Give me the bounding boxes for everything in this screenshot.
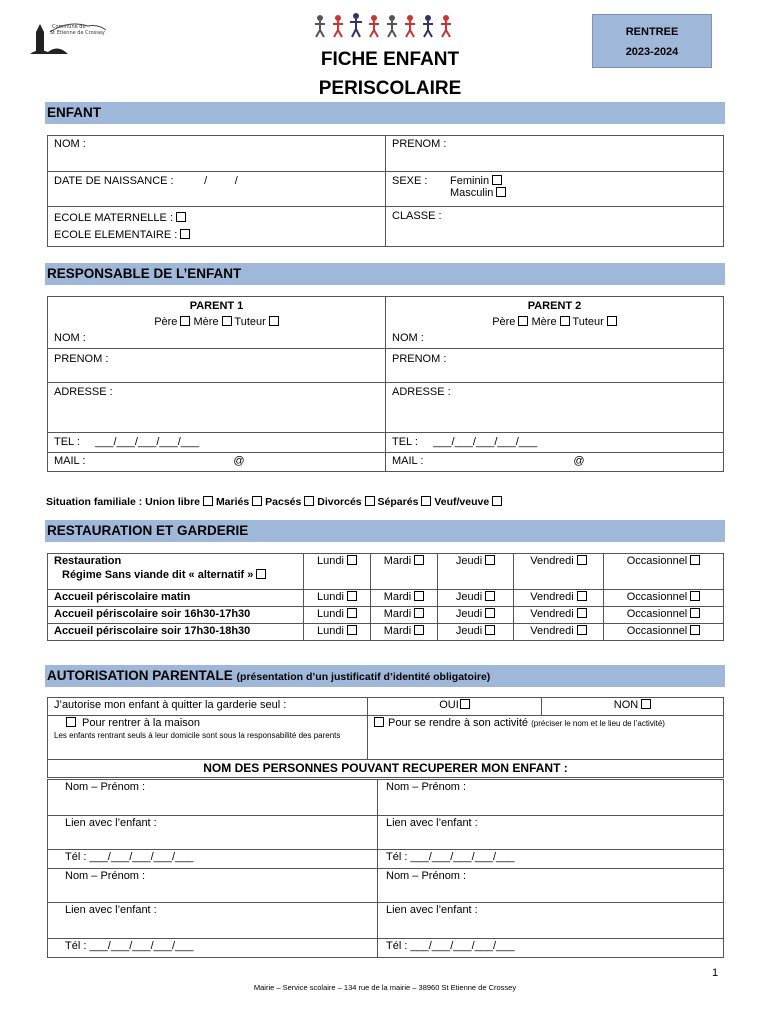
autorisation-heading-note: (présentation d’un justificatif d’identité obligatoire) [236,671,491,683]
feminin-label: Feminin [450,175,490,187]
enfant-nom-field[interactable] [48,136,386,172]
day-cell [514,607,604,624]
parent1-nom-field[interactable] [48,297,386,349]
maries-checkbox[interactable] [252,496,262,506]
day-cell [604,607,724,624]
person-lien-label: Lien avec l’enfant : [65,817,157,829]
day-cell [304,554,371,590]
day-label: Jeudi [455,591,483,603]
day-cell [514,624,604,641]
day-label: Mardi [383,608,412,620]
parent2-tel-label: TEL : ___/___/___/___/___ [392,436,538,448]
separes-label: Séparés [377,496,419,508]
person-lien-field[interactable] [48,903,378,939]
date-naissance-label: DATE DE NAISSANCE : / / [54,175,238,187]
day-cell [371,554,438,590]
non-cell [542,698,724,716]
oui-cell [368,698,542,716]
parent2-mere-checkbox[interactable] [560,316,570,326]
parent2-role [392,314,717,330]
person-nom-prenom-label: Nom – Prénom : [65,781,146,793]
ecole-elementaire-label: ECOLE ELEMENTAIRE : [54,229,178,241]
day-checkbox[interactable] [347,591,357,601]
day-checkbox[interactable] [577,555,587,565]
page-number: 1 [712,967,719,979]
activite-cell[interactable] [368,716,724,760]
activite-note: (préciser le nom et le lieu de l’activité) [531,719,665,728]
enfant-prenom-label: PRENOM : [392,138,447,150]
responsable-table [47,296,724,472]
page-title-line2: PERISCOLAIRE [318,78,462,99]
rentree-label: RENTREE [625,26,679,38]
day-label: Mardi [383,555,412,567]
divorces-checkbox[interactable] [365,496,375,506]
rentree-badge [592,14,712,68]
person-tel-field[interactable] [378,939,724,958]
restauration-row-label: Restauration [54,555,122,567]
day-label: Lundi [317,555,344,567]
union-libre-checkbox[interactable] [203,496,213,506]
enfant-ecole-field [48,207,386,247]
parent1-mail-at: @ [233,455,245,467]
parent1-prenom-label: PRENOM : [54,353,109,365]
day-checkbox[interactable] [577,591,587,601]
restauration-table [47,553,724,641]
restauration-row [48,624,724,641]
day-cell [438,590,514,607]
day-checkbox[interactable] [690,591,700,601]
personnes-heading: NOM DES PERSONNES POUVANT RECUPERER MON ENFANT : [48,760,724,778]
pacses-label: Pacsés [265,496,302,508]
parent2-tel-field[interactable] [386,433,724,453]
parent1-mail-label: MAIL : [54,455,86,467]
day-checkbox[interactable] [414,625,424,635]
activite-label: Pour se rendre à son activité [388,717,529,729]
person-tel-field[interactable] [48,939,378,958]
person-tel-label: Tél : ___/___/___/___/___ [65,940,194,952]
parent2-adresse-field[interactable] [386,383,724,433]
person-nom-prenom-label: Nom – Prénom : [386,781,467,793]
parent2-prenom-field[interactable] [386,349,724,383]
footer-address: Mairie – Service scolaire – 134 rue de la mairie – 38960 St Etienne de Crossey [253,983,517,992]
person-lien-field[interactable] [48,816,378,850]
parent2-mail-at: @ [573,455,585,467]
restauration-row-label-cell [48,607,304,624]
restauration-row-label: Accueil périscolaire matin [54,591,191,603]
restauration-row [48,554,724,590]
parent1-tel-field[interactable] [48,433,386,453]
section-responsable-heading: RESPONSABLE DE L’ENFANT [45,263,725,285]
parent2-mail-field[interactable] [386,453,724,472]
day-checkbox[interactable] [485,608,495,618]
day-label: Vendredi [530,555,574,567]
day-label: Occasionnel [626,555,688,567]
parent2-mere-label: Mère [531,316,557,328]
person-lien-field[interactable] [378,816,724,850]
person-nom-prenom-label: Nom – Prénom : [65,870,146,882]
section-enfant-heading: ENFANT [45,102,725,124]
enfant-prenom-field[interactable] [386,136,724,172]
commune-logo [28,14,110,58]
restauration-row-label-cell [48,624,304,641]
svg-text:St Etienne de Crossey: St Etienne de Crossey [50,30,105,36]
parent1-tuteur-checkbox[interactable] [269,316,279,326]
non-label: NON [613,699,639,711]
day-checkbox[interactable] [485,555,495,565]
restauration-row [48,590,724,607]
parent2-heading: PARENT 2 [527,300,582,312]
oui-checkbox[interactable] [460,699,470,709]
quitter-label-cell [48,698,368,716]
personnes-table [47,779,724,958]
day-cell [604,554,724,590]
parent2-pere-checkbox[interactable] [518,316,528,326]
person-lien-label: Lien avec l’enfant : [65,904,157,916]
day-cell [604,590,724,607]
pacses-checkbox[interactable] [304,496,314,506]
parent2-nom-label: NOM : [392,332,424,344]
day-cell [304,590,371,607]
restauration-row-label-cell [48,554,304,590]
parent1-pere-checkbox[interactable] [180,316,190,326]
day-label: Vendredi [530,625,574,637]
parent2-tuteur-checkbox[interactable] [607,316,617,326]
restauration-row-label: Accueil périscolaire soir 17h30-18h30 [54,625,251,637]
sexe-label: SEXE : [392,175,428,187]
parent1-tuteur-label: Tuteur [234,316,266,328]
day-label: Occasionnel [626,608,688,620]
day-label: Jeudi [455,625,483,637]
regime-sans-viande-label: Régime Sans viande dit « alternatif » [62,569,254,581]
svg-text:Commune de: Commune de [52,24,86,30]
parent1-pere-label: Père [154,316,178,328]
person-tel-label: Tél : ___/___/___/___/___ [386,851,515,863]
person-tel-label: Tél : ___/___/___/___/___ [386,940,515,952]
enfant-table [47,135,724,247]
rentree-year: 2023-2024 [625,46,679,58]
person-nom-prenom-label: Nom – Prénom : [386,870,467,882]
restauration-row-label: Accueil périscolaire soir 16h30-17h30 [54,608,251,620]
separes-checkbox[interactable] [421,496,431,506]
person-tel-label: Tél : ___/___/___/___/___ [65,851,194,863]
day-label: Vendredi [530,608,574,620]
veuf-label: Veuf/veuve [434,496,490,508]
quitter-label: J’autorise mon enfant à quitter la garderie seul : [54,699,287,711]
parent2-pere-label: Père [492,316,516,328]
parent2-adresse-label: ADRESSE : [392,386,451,398]
enfant-date-naissance-field[interactable] [48,172,386,207]
day-checkbox[interactable] [414,608,424,618]
person-nom-prenom-field[interactable] [48,869,378,903]
day-checkbox[interactable] [690,608,700,618]
day-cell [371,607,438,624]
person-nom-prenom-field[interactable] [48,780,378,816]
day-label: Lundi [317,608,344,620]
day-checkbox[interactable] [577,625,587,635]
parent2-mail-label: MAIL : [392,455,424,467]
autorisation-heading-text: AUTORISATION PARENTALE [47,668,233,683]
day-cell [514,590,604,607]
person-nom-prenom-field[interactable] [378,869,724,903]
day-label: Mardi [383,591,412,603]
day-label: Jeudi [455,555,483,567]
parent2-prenom-label: PRENOM : [392,353,447,365]
activite-checkbox[interactable] [374,717,384,727]
feminin-checkbox[interactable] [492,175,502,185]
parent2-nom-field[interactable] [386,297,724,349]
person-tel-field[interactable] [48,850,378,869]
day-checkbox[interactable] [577,608,587,618]
day-cell [438,624,514,641]
section-autorisation-heading [45,665,725,687]
day-checkbox[interactable] [485,591,495,601]
parent1-adresse-field[interactable] [48,383,386,433]
day-cell [438,554,514,590]
day-label: Mardi [383,625,412,637]
autorisation-table [47,697,724,778]
section-restauration-heading: RESTAURATION ET GARDERIE [45,520,725,542]
responsabilite-note: Les enfants rentrant seuls à leur domicile sont sous la responsabilité des parents [54,731,341,740]
day-cell [304,607,371,624]
regime-sans-viande [54,569,297,581]
parent1-nom-label: NOM : [54,332,86,344]
day-cell [604,624,724,641]
parent1-tel-label: TEL : ___/___/___/___/___ [54,436,200,448]
day-checkbox[interactable] [347,555,357,565]
situation-label: Situation familiale : Union libre [46,496,201,508]
day-label: Lundi [317,625,344,637]
day-checkbox[interactable] [690,555,700,565]
parent1-mail-field[interactable] [48,453,386,472]
parent1-heading: PARENT 1 [189,300,244,312]
classe-label: CLASSE : [392,210,442,222]
day-label: Occasionnel [626,625,688,637]
day-cell [438,607,514,624]
enfant-nom-label: NOM : [54,138,86,150]
masculin-label: Masculin [450,187,494,199]
day-label: Lundi [317,591,344,603]
veuf-checkbox[interactable] [492,496,502,506]
person-nom-prenom-field[interactable] [378,780,724,816]
ecole-maternelle-checkbox[interactable] [176,212,186,222]
maries-label: Mariés [215,496,250,508]
situation-familiale [46,496,502,508]
day-cell [304,624,371,641]
parent1-adresse-label: ADRESSE : [54,386,113,398]
parent1-role [54,314,379,330]
enfant-sexe-field [386,172,724,207]
day-checkbox[interactable] [347,608,357,618]
rentrer-checkbox[interactable] [66,717,76,727]
parent1-mere-label: Mère [193,316,219,328]
person-lien-label: Lien avec l’enfant : [386,904,478,916]
non-checkbox[interactable] [641,699,651,709]
rentrer-cell [48,716,368,760]
children-illustration [310,10,460,40]
day-label: Occasionnel [626,591,688,603]
day-label: Vendredi [530,591,574,603]
parent2-tuteur-label: Tuteur [572,316,604,328]
day-label: Jeudi [455,608,483,620]
restauration-row-label-cell [48,590,304,607]
parent1-prenom-field[interactable] [48,349,386,383]
day-checkbox[interactable] [347,625,357,635]
oui-label: OUI [439,699,459,711]
day-cell [514,554,604,590]
restauration-row [48,607,724,624]
ecole-maternelle-label: ECOLE MATERNELLE : [54,212,173,224]
day-cell [371,624,438,641]
enfant-classe-field[interactable] [386,207,724,247]
day-cell [371,590,438,607]
person-lien-label: Lien avec l’enfant : [386,817,478,829]
day-checkbox[interactable] [690,625,700,635]
ecole-elementaire-checkbox[interactable] [180,229,190,239]
parent1-mere-checkbox[interactable] [222,316,232,326]
divorces-label: Divorcés [317,496,362,508]
regime-sans-viande-checkbox[interactable] [256,569,266,579]
day-checkbox[interactable] [485,625,495,635]
day-checkbox[interactable] [414,555,424,565]
masculin-checkbox[interactable] [496,187,506,197]
day-checkbox[interactable] [414,591,424,601]
page-title-line1: FICHE ENFANT [320,49,460,70]
person-lien-field[interactable] [378,903,724,939]
person-tel-field[interactable] [378,850,724,869]
rentrer-label: Pour rentrer à la maison [82,717,200,729]
